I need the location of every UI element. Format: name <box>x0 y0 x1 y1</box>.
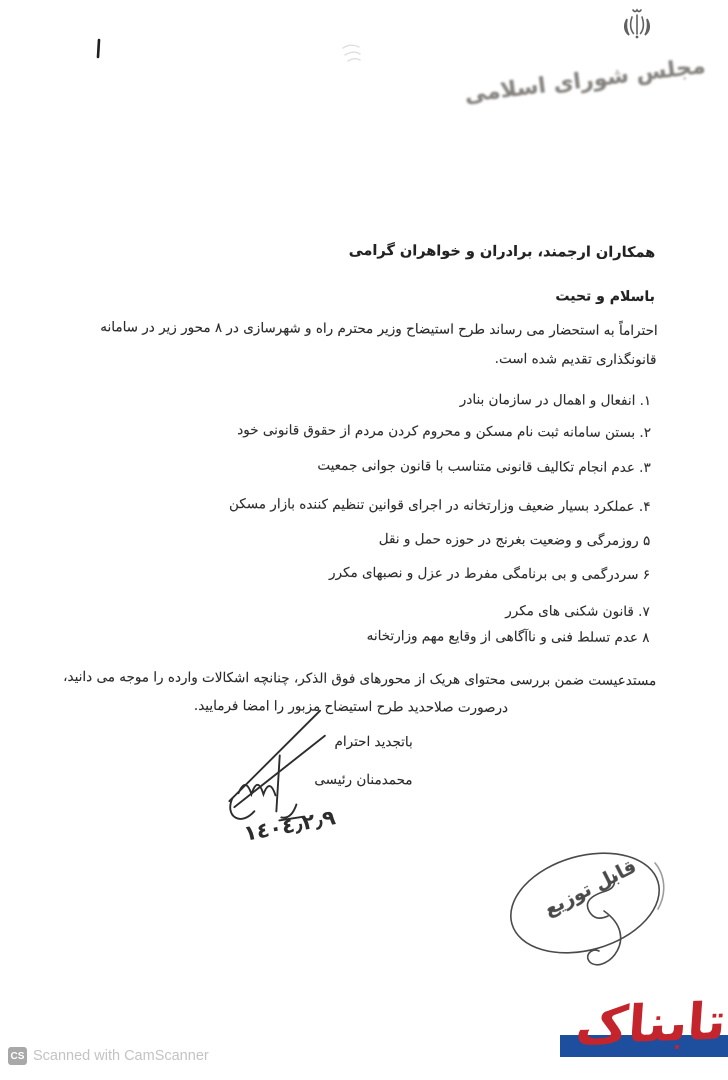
list-item: ۶ سردرگمی و بی برنامگی مفرط در عزل و نصبهای مکرر <box>329 564 651 583</box>
list-item: ۲. بستن سامانه ثبت نام مسکن و محروم کردن مردم از حقوق قانونی خود <box>237 422 652 442</box>
list-item: ۸ عدم تسلط فنی و ناآگاهی از وقایع مهم وزارتخانه <box>366 628 650 646</box>
camscanner-watermark-text: Scanned with CamScanner <box>33 1048 209 1064</box>
signoff-text: باتجدید احترام <box>334 733 413 751</box>
list-item: ۵ روزمرگی و وضعیت بغرنج در حوزه حمل و نقل <box>378 531 651 550</box>
tabnak-logo-text: تابناک <box>574 992 728 1057</box>
list-item: ۴. عملکرد بسیار ضعیف وزارتخانه در اجرای قوانین تنظیم کننده بازار مسکن <box>228 496 651 516</box>
handwritten-date: ١٤٠٤٫٢٫٩ <box>241 805 338 846</box>
letter-greeting: باسلام و تحیت <box>555 288 656 306</box>
list-item: ۷. قانون شکنی های مکرر <box>505 602 650 620</box>
intro-paragraph-line1: احتراماً به استحضار می رساند طرح استیضاح وزیر محترم راه و شهرسازی در ۸ محور زیر در سامانه <box>100 319 658 340</box>
majlis-seal-watermark: مجلس شورای اسلامی <box>463 53 707 109</box>
list-item: ۳. عدم انجام تکالیف قانونی متناسب با قانون جوانی جمعیت <box>317 457 651 477</box>
signatory-name: محمدمنان رئیسی <box>314 771 413 789</box>
intro-paragraph-line2: قانونگذاری تقدیم شده است. <box>494 350 657 369</box>
stamp-text: قابل توزیع <box>540 855 640 921</box>
camscanner-badge: CS <box>8 1047 27 1065</box>
letter-salutation: همکاران ارجمند، برادران و خواهران گرامی <box>348 242 656 262</box>
closing-paragraph-line1: مستدعیست ضمن بررسی محتوای هریک از محورهای فوق الذکر، چنانچه اشکالات وارده را موجه می دانید، <box>63 668 657 690</box>
closing-paragraph-line2: درصورت صلاحدید طرح استیضاح مزبور را امضا فرمایید. <box>193 697 509 717</box>
list-item: ۱. انفعال و اهمال در سازمان بنادر <box>459 391 652 410</box>
